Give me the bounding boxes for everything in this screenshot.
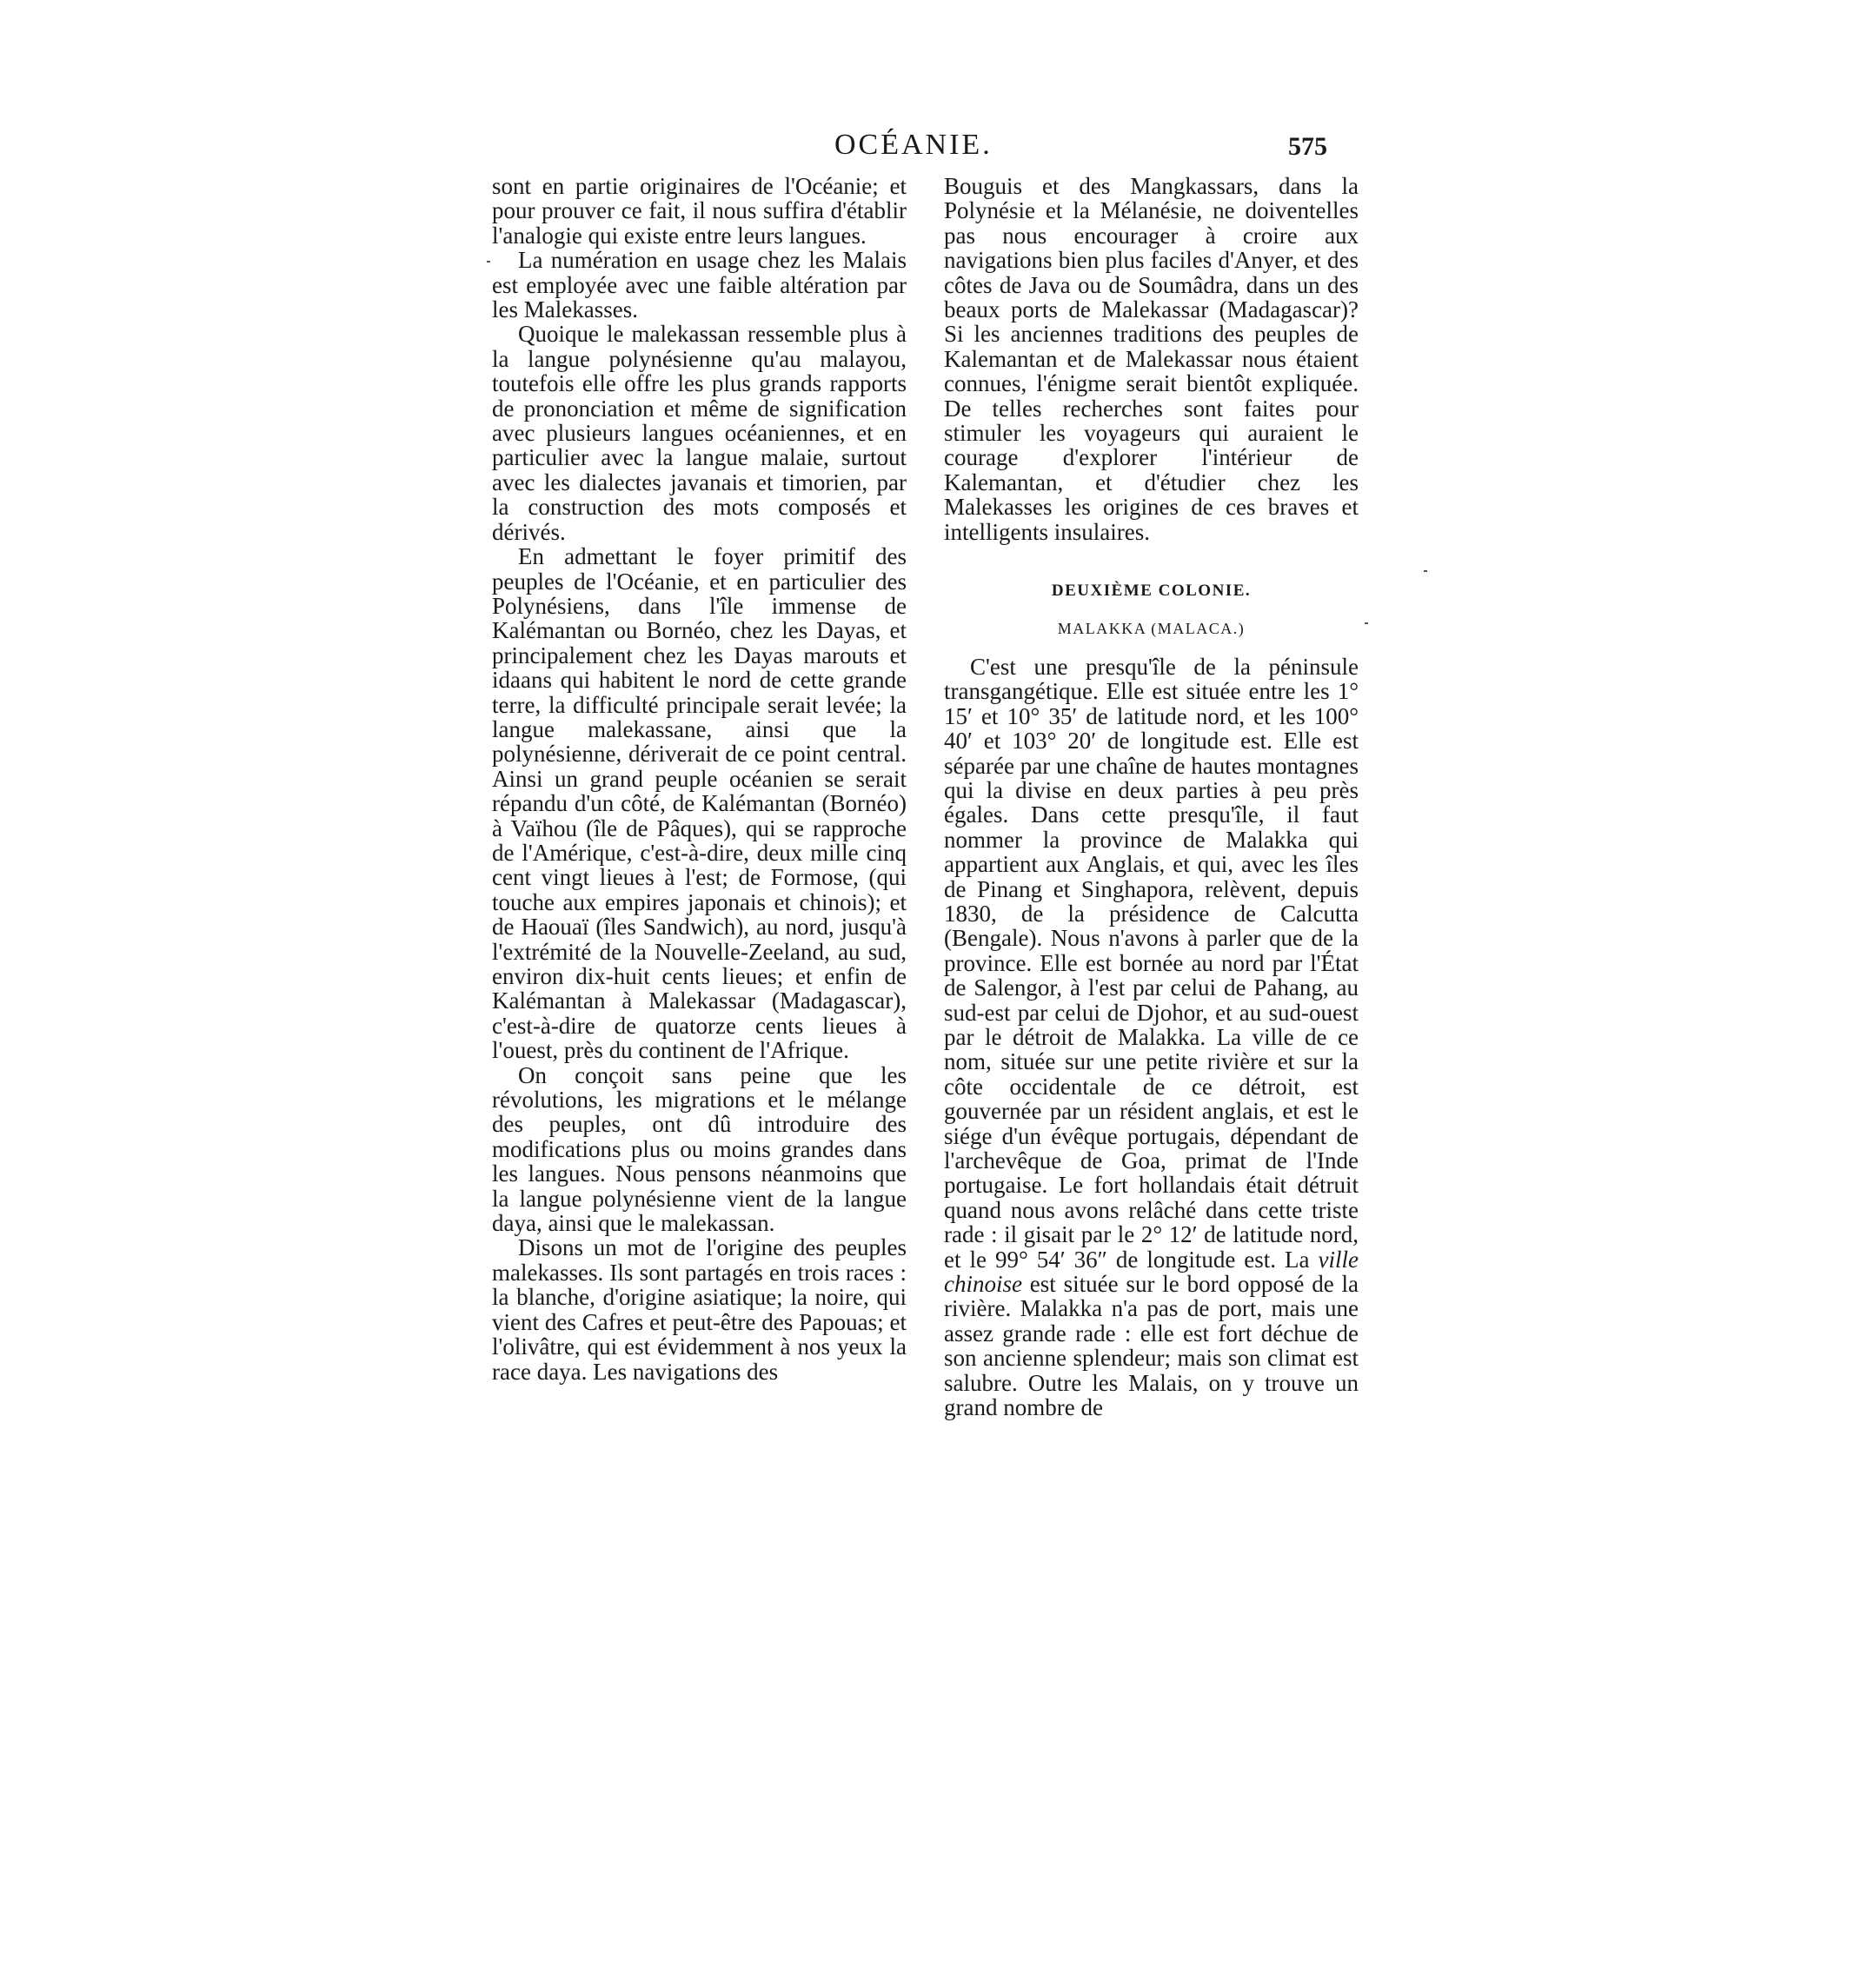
paragraph-text: est située sur le bord opposé de la rivière. Malakka n'a pas de port, mais une assez grande rade : elle est fort déchue de son ancienne splendeur; mais son climat est salubre. Outre les Malais, on y trouve un grand nombre de bbox=[944, 1271, 1359, 1421]
scan-speck bbox=[1365, 622, 1368, 624]
page-header-title: OCÉANIE. bbox=[834, 129, 993, 161]
italic-term: ville chinoise bbox=[944, 1246, 1359, 1298]
page-number: 575 bbox=[1288, 132, 1327, 161]
paragraph bbox=[944, 655, 1359, 1420]
paragraph: On conçoit sans peine que les révolutions, les migrations et le mélange des peuples, ont dû introduire des modifications plus ou moins grandes dans les langues. Nous pensons néanmoins que la langue polynésienne vient de la langue daya, ainsi que le malekassan. bbox=[492, 1061, 907, 1237]
paragraph: Disons un mot de l'origine des peuples malekasses. Ils sont partagés en trois races : la blanche, d'origine asiatique; la noire, qui vient des Cafres et peut-être des Papouas; et l'olivâtre, qui est évidemment à nos yeux la race daya. Les navigations des bbox=[492, 1234, 907, 1385]
paragraph: Quoique le malekassan ressemble plus à la langue polynésienne qu'au malayou, toutefois elle offre les plus grands rapports de prononciation et même de signification avec plusieurs langues océaniennes, et en particulier avec la langue malaie, surtout avec les dialectes javanais et timorien, par la construction des mots composés et dérivés. bbox=[492, 321, 907, 545]
paragraph: sont en partie originaires de l'Océanie; et pour prouver ce fait, il nous suffira d'établir l'analogie qui existe entre leurs langues. bbox=[492, 173, 907, 249]
paragraph-text: C'est une presqu'île de la péninsule transgangétique. Elle est située entre les 1° 15′ et 10° 35′ de latitude nord, et les 100° 40′ et 103° 20′ de longitude est. Elle est séparée par une chaîne de hautes montagnes qui la divise en deux parties à peu près égales. Dans cette presqu'île, il faut nommer la province de Malakka qui appartient aux Anglais, et qui, avec les îles de Pinang et Singhapora, relèvent, depuis 1830, de la présidence de Calcutta (Bengale). Nous n'avons à parler que de la province. Elle est bornée au nord par l'État de Salengor, à l'est par celui de Pahang, au sud-est par celui de Djohor, et au sud-ouest par le détroit de Malakka. La ville de ce nom, située sur une petite rivière et sur la côte occidentale de ce détroit, est gouvernée par un résident anglais, et est le siége d'un évêque portugais, dépendant de l'archevêque de Goa, primat de l'Inde portugaise. Le fort hollandais était détruit quand nous avons relâché dans cette triste rade : il gisait par le 2° 12′ de latitude nord, et le 99° 54′ 36″ de longitude est. La bbox=[944, 653, 1359, 1273]
scan-speck bbox=[1424, 570, 1427, 572]
section-heading: DEUXIÈME COLONIE. bbox=[1051, 582, 1252, 601]
section-subheading: MALAKKA (MALACA.) bbox=[1057, 619, 1246, 637]
paragraph: Bouguis et des Mangkassars, dans la Polynésie et la Mélanésie, ne doiventelles pas nous encourager à croire aux navigations bien plus faciles d'Anyer, et des côtes de Java ou de Soumâdra, dans un des beaux ports de Malekassar (Madagascar)? Si les anciennes traditions des peuples de Kalemantan et de Malekassar nous étaient connues, l'énigme serait bientôt expliquée. De telles recherches sont faites pour stimuler les voyageurs qui auraient le courage d'explorer l'intérieur de Kalemantan, et d'étudier chez les Malekasses les origines de ces braves et intelligents insulaires. bbox=[944, 173, 1359, 545]
scan-speck bbox=[487, 261, 490, 263]
left-column bbox=[492, 174, 907, 1384]
paragraph: La numération en usage chez les Malais est employée avec une faible altération par les Malekasses. bbox=[492, 247, 907, 323]
right-column bbox=[944, 174, 1359, 1420]
paragraph: En admettant le foyer primitif des peuples de l'Océanie, et en particulier des Polynésiens, dans l'île immense de Kalémantan ou Bornéo, chez les Dayas, et principalement chez les Dayas marouts et idaans qui habitent le nord de cette grande terre, la difficulté principale serait levée; la langue malekassane, ainsi que la polynésienne, dériverait de ce point central. Ainsi un grand peuple océanien se serait répandu d'un côté, de Kalémantan (Bornéo) à Vaïhou (île de Pâques), qui se rapproche de l'Amérique, c'est-à-dire, deux mille cinq cent vingt lieues à l'est; de Formose, (qui touche aux empires japonais et chinois); et de Haouaï (îles Sandwich), au nord, jusqu'à l'extrémité de la Nouvelle-Zeeland, au sud, environ dix-huit cents lieues; et enfin de Kalémantan à Malekassar (Madagascar), c'est-à-dire de quatorze cents lieues à l'ouest, près du continent de l'Afrique. bbox=[492, 543, 907, 1064]
